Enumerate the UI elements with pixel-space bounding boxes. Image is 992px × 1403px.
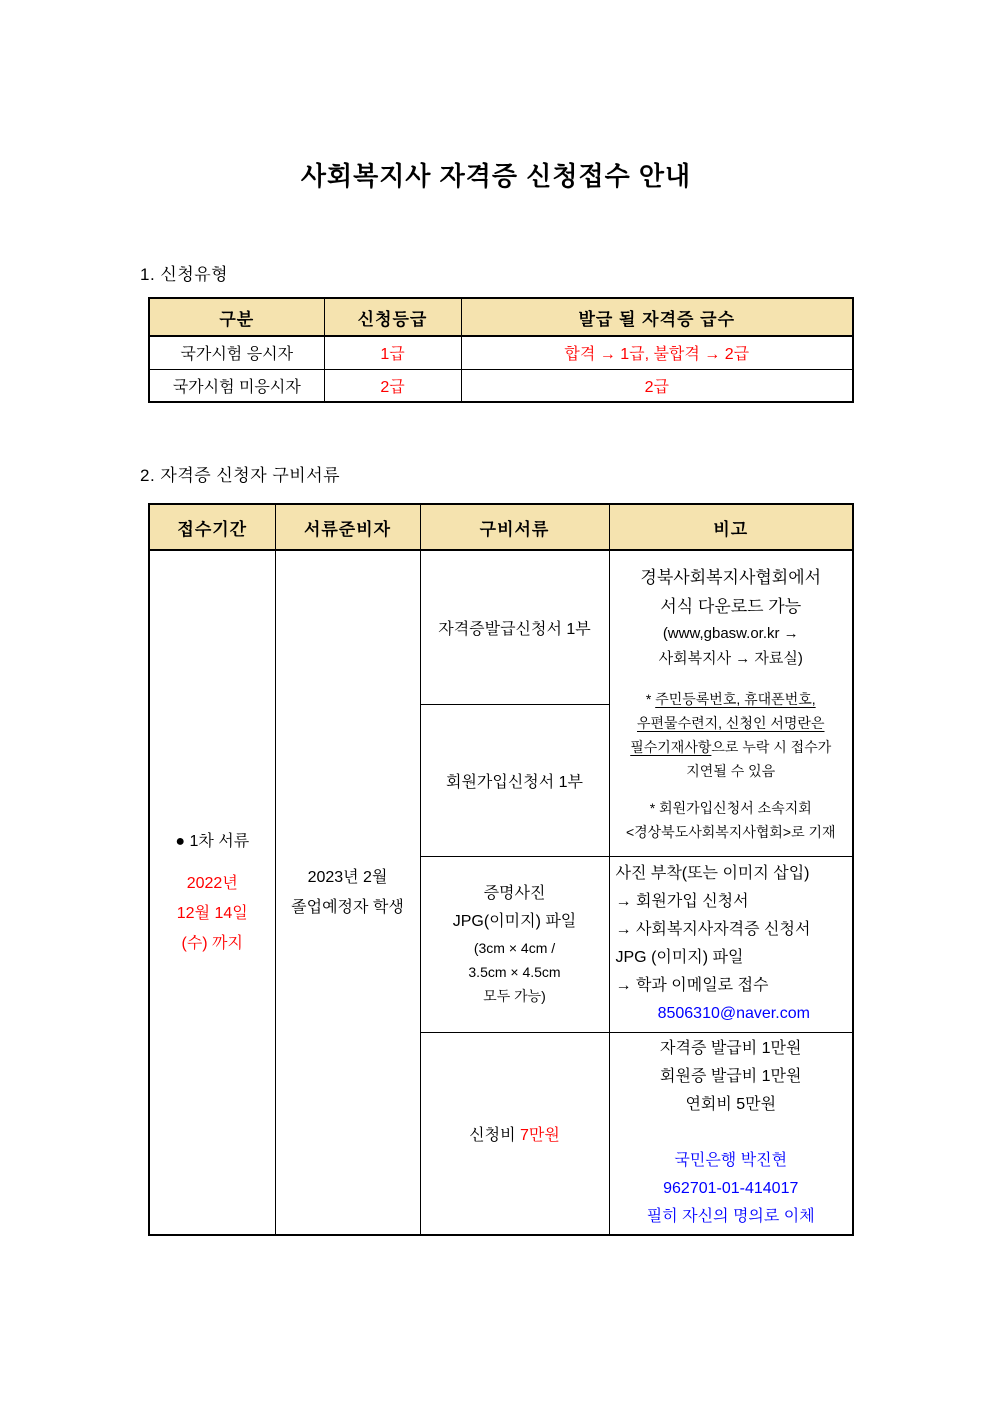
fee-detail1: 자격증 발급비 1만원 <box>660 1040 802 1058</box>
preparer-cell <box>275 550 420 1235</box>
remark-cell-download-info <box>609 550 853 856</box>
remark-url-line2: 사회복지사 → 자료실) <box>658 649 803 667</box>
deadline-year: 2022년 <box>186 874 238 892</box>
remark-url-line1: (www,gbasw.or.kr → <box>662 624 799 642</box>
result-cell: 합격 → 1급, 불합격 → 2급 <box>461 336 853 369</box>
deadline-day: (수) 까지 <box>181 934 243 952</box>
col-header-documents: 구비서류 <box>420 504 609 550</box>
photo-remark2: → 회원가입 신청서 <box>615 893 749 910</box>
fee-amount: 7만원 <box>520 1126 560 1144</box>
spacer <box>610 1119 853 1147</box>
category-cell: 국가시험 응시자 <box>149 336 324 369</box>
note1-line3 <box>610 735 853 759</box>
photo-remark5: → 학과 이메일로 접수 <box>615 977 769 994</box>
note1-line4: 지연될 수 있음 <box>686 762 776 779</box>
preparer-line1: 2023년 2월 <box>307 868 388 886</box>
photo-remark3: → 사회복지사자격증 신청서 <box>615 921 811 938</box>
spacer <box>610 783 853 796</box>
section2-heading: 2. 자격증 신청자 구비서류 <box>140 466 341 485</box>
note2-line1: * 회원가입신청서 소속지회 <box>649 799 812 816</box>
photo-line2: JPG(이미지) 파일 <box>452 913 577 930</box>
section1-heading: 1. 신청유형 <box>140 265 229 284</box>
spacer <box>610 671 853 687</box>
col-header-category: 구분 <box>149 298 324 336</box>
result-cell: 2급 <box>461 369 853 402</box>
grade-cell: 2급 <box>324 369 461 402</box>
document-cell-photo <box>420 856 609 1032</box>
col-header-remarks: 비고 <box>609 504 853 550</box>
note1-star: * <box>645 690 656 707</box>
table2-header-row <box>149 504 853 550</box>
table1-header-row <box>149 298 853 336</box>
bank-transfer-note: 필히 자신의 명의로 이체 <box>646 1208 815 1226</box>
document-cell-application-form: 자격증발급신청서 1부 <box>420 550 609 704</box>
remark-cell-fees <box>609 1032 853 1235</box>
note1-underlined1: 주민등록번호, 휴대폰번호, <box>655 690 816 707</box>
photo-size3: 모두 가능) <box>483 988 546 1004</box>
note1-tail: 으로 누락 시 접수가 <box>711 738 832 755</box>
category-cell: 국가시험 미응시자 <box>149 369 324 402</box>
col-header-grade: 신청등급 <box>324 298 461 336</box>
required-documents-table <box>148 503 854 1236</box>
preparer-line2: 졸업예정자 학생 <box>291 898 404 916</box>
period-stage: ● 1차 서류 <box>175 832 250 850</box>
fee-label: 신청비 <box>469 1126 520 1144</box>
note1-line1 <box>610 687 853 711</box>
col-header-period: 접수기간 <box>149 504 275 550</box>
fee-detail2: 회원증 발급비 1만원 <box>660 1068 802 1086</box>
remark-association: 경북사회복지사협회에서 <box>640 567 822 587</box>
grade-cell: 1급 <box>324 336 461 369</box>
photo-size2: 3.5cm × 4.5cm <box>468 964 561 980</box>
remark-cell-photo-submission <box>609 856 853 1032</box>
application-type-table <box>148 297 854 403</box>
photo-line1: 증명사진 <box>483 885 546 902</box>
remark-download: 서식 다운로드 가능 <box>660 596 802 616</box>
page-title: 사회복지사 자격증 신청접수 안내 <box>300 161 692 191</box>
bank-name: 국민은행 박진현 <box>674 1152 788 1170</box>
fee-detail3: 연회비 5만원 <box>685 1096 777 1114</box>
table-row <box>149 336 853 369</box>
note1-line2: 우편물수련지, 신청인 서명란은 <box>637 714 825 731</box>
table-row <box>149 550 853 704</box>
col-header-preparer: 서류준비자 <box>275 504 420 550</box>
col-header-result: 발급 될 자격증 급수 <box>461 298 853 336</box>
note2-line2: <경상북도사회복지사협회>로 기재 <box>625 823 836 840</box>
photo-remark4: JPG (이미지) 파일 <box>615 949 744 966</box>
email-text: 8506310@naver.com <box>657 1005 810 1022</box>
photo-remark1: 사진 부착(또는 이미지 삽입) <box>615 865 810 882</box>
bank-account-number: 962701-01-414017 <box>663 1180 799 1198</box>
note1-underlined3: 필수기재사항 <box>630 738 712 755</box>
document-cell-fee <box>420 1032 609 1235</box>
deadline-date: 12월 14일 <box>176 904 248 922</box>
table-row <box>149 369 853 402</box>
period-cell <box>149 550 275 1235</box>
photo-size1: (3cm × 4cm / <box>473 940 556 956</box>
document-cell-membership-form: 회원가입신청서 1부 <box>420 704 609 856</box>
